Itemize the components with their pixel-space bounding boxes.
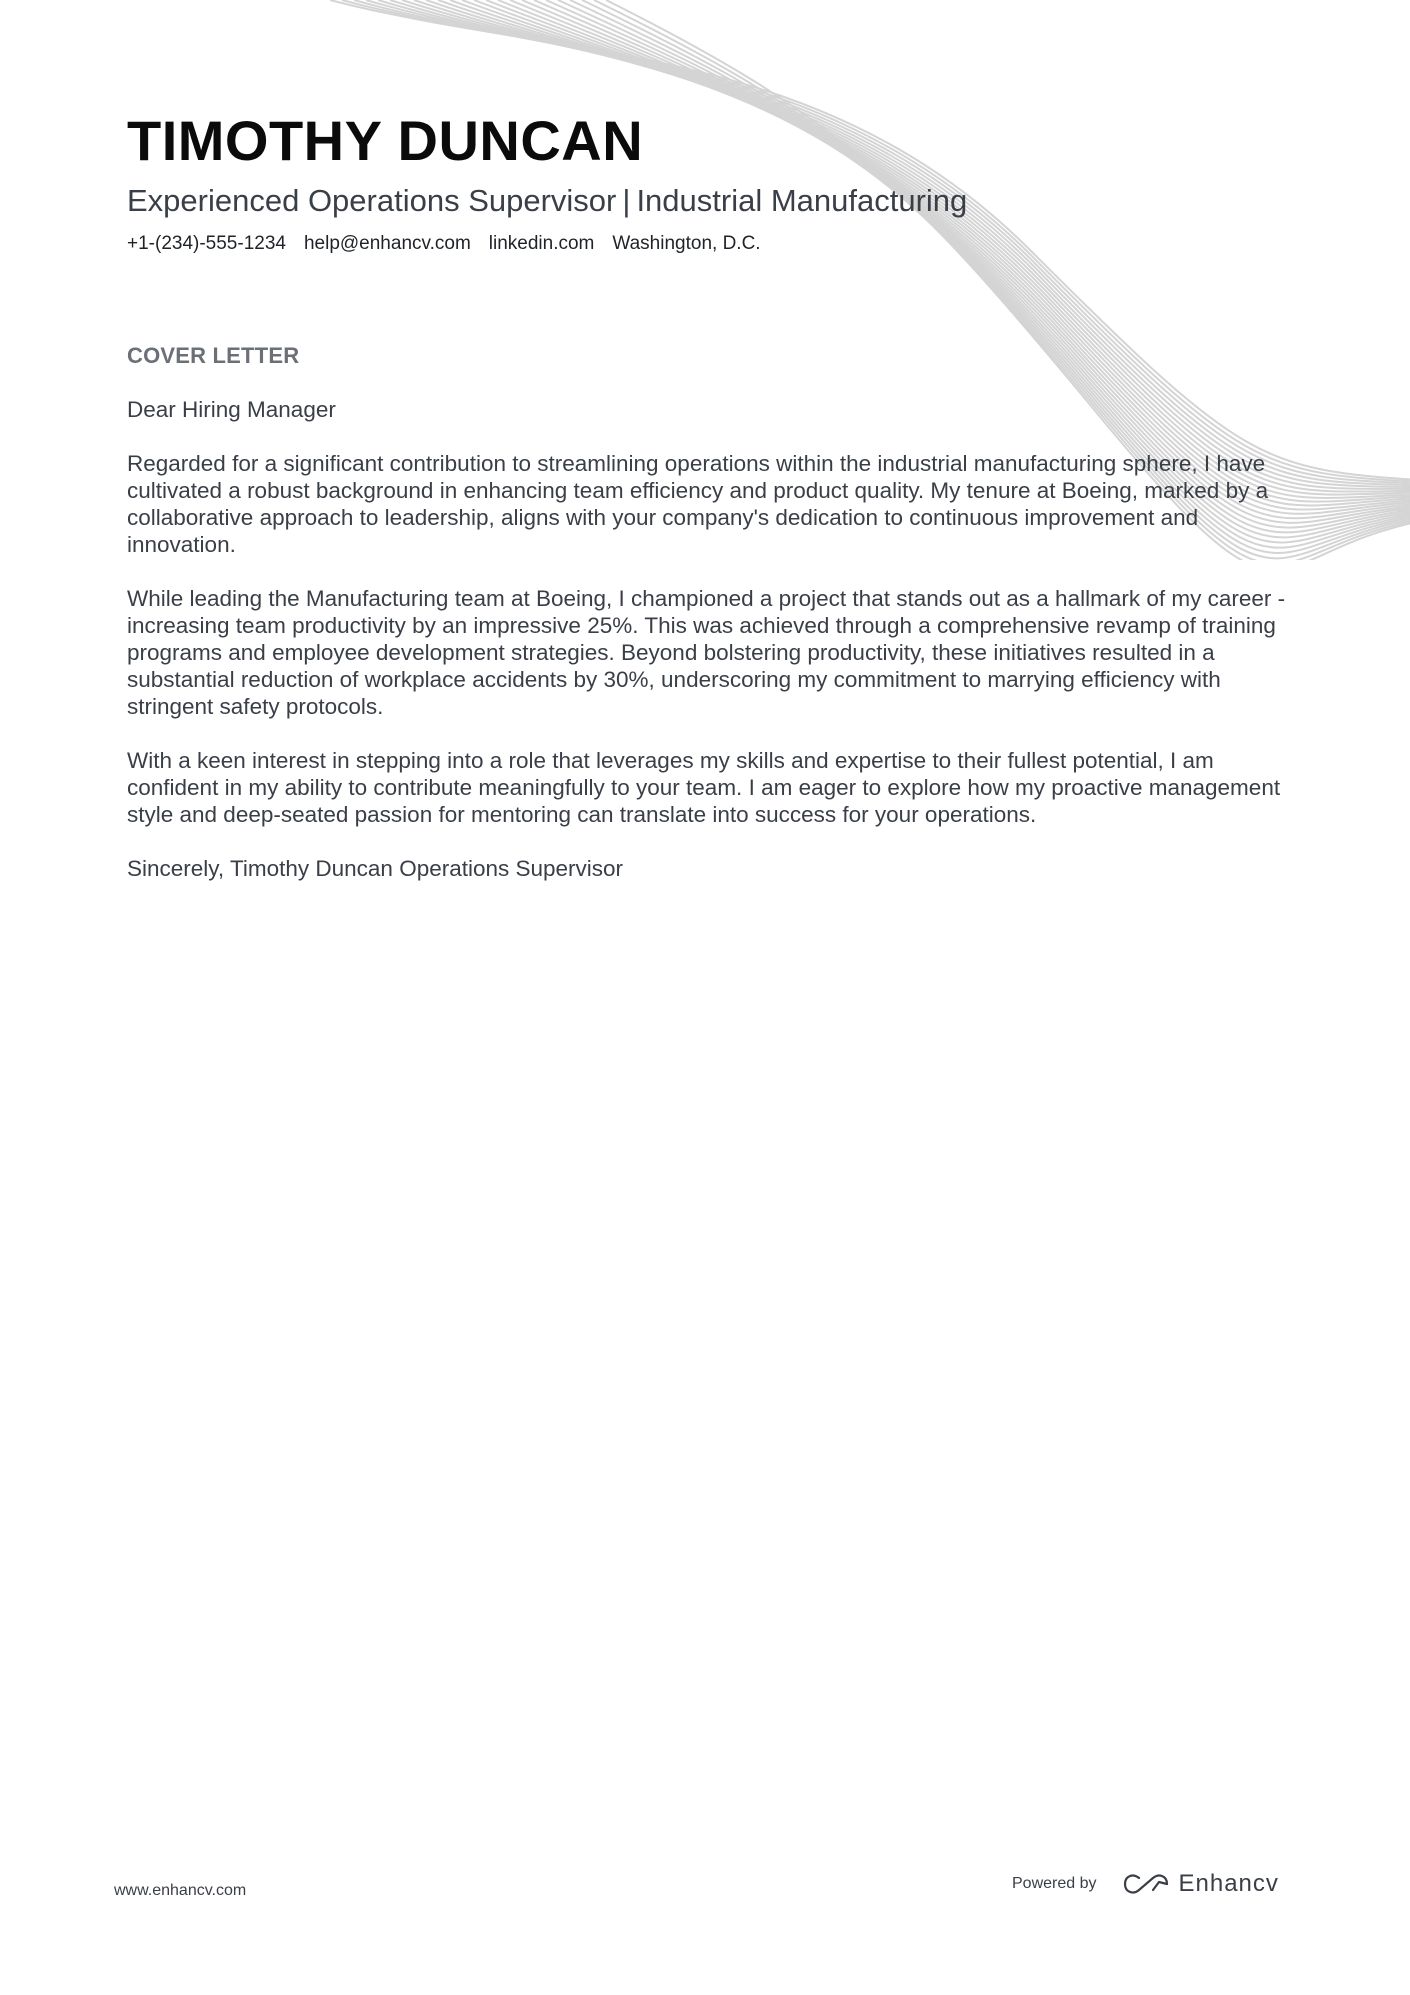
contact-linkedin[interactable]: linkedin.com [488,233,595,254]
powered-by-label: Powered by [1012,1875,1097,1892]
contact-info [127,233,761,255]
contact-email[interactable]: help@enhancv.com [303,233,471,254]
letter-salutation: Dear Hiring Manager [127,397,336,422]
letter-body [127,396,1287,909]
headline-industry: Industrial Manufacturing [636,183,968,218]
enhancv-logo-icon [1123,1872,1169,1896]
footer-website[interactable]: www.enhancv.com [114,1882,247,1899]
footer-branding [1012,1870,1279,1898]
headline [127,183,967,219]
letter-paragraph: With a keen interest in stepping into a role that leverages my skills and expertise to their fullest potential, I am confident in my ability to contribute meaningfully to your team. I am eager to explore how my proactive management style and deep-seated passion for mentoring can translate into success for your operations. [127,748,1281,827]
letter-paragraph: While leading the Manufacturing team at Boeing, I championed a project that stands out as a hallmark of my career - increasing team productivity by an impressive 25%. This was achieved through a comprehensive revamp of training programs and employee development strategies. Beyond bolstering productivity, these initiatives resulted in a substantial reduction of workplace accidents by 30%, underscoring my commitment to marrying efficiency with stringent safety protocols. [127,586,1286,719]
headline-role: Experienced Operations Supervisor [127,183,617,218]
brand-logo[interactable] [1123,1870,1279,1898]
letter-closing: Sincerely, Timothy Duncan Operations Supervisor [127,856,624,881]
candidate-name: TIMOTHY DUNCAN [127,109,644,172]
section-title: COVER LETTER [127,343,300,368]
letter-paragraph: Regarded for a significant contribution to streamlining operations within the industrial manufacturing sphere, I have cultivated a robust background in enhancing team efficiency and product quality. My tenure at Boeing, marked by a collaborative approach to leadership, aligns with your company's dedication to continuous improvement and innovation. [127,451,1269,557]
contact-location: Washington, D.C. [612,233,761,254]
brand-name: Enhancv [1178,1870,1279,1897]
contact-phone[interactable]: +1-(234)-555-1234 [127,233,286,254]
headline-separator: | [622,183,631,218]
